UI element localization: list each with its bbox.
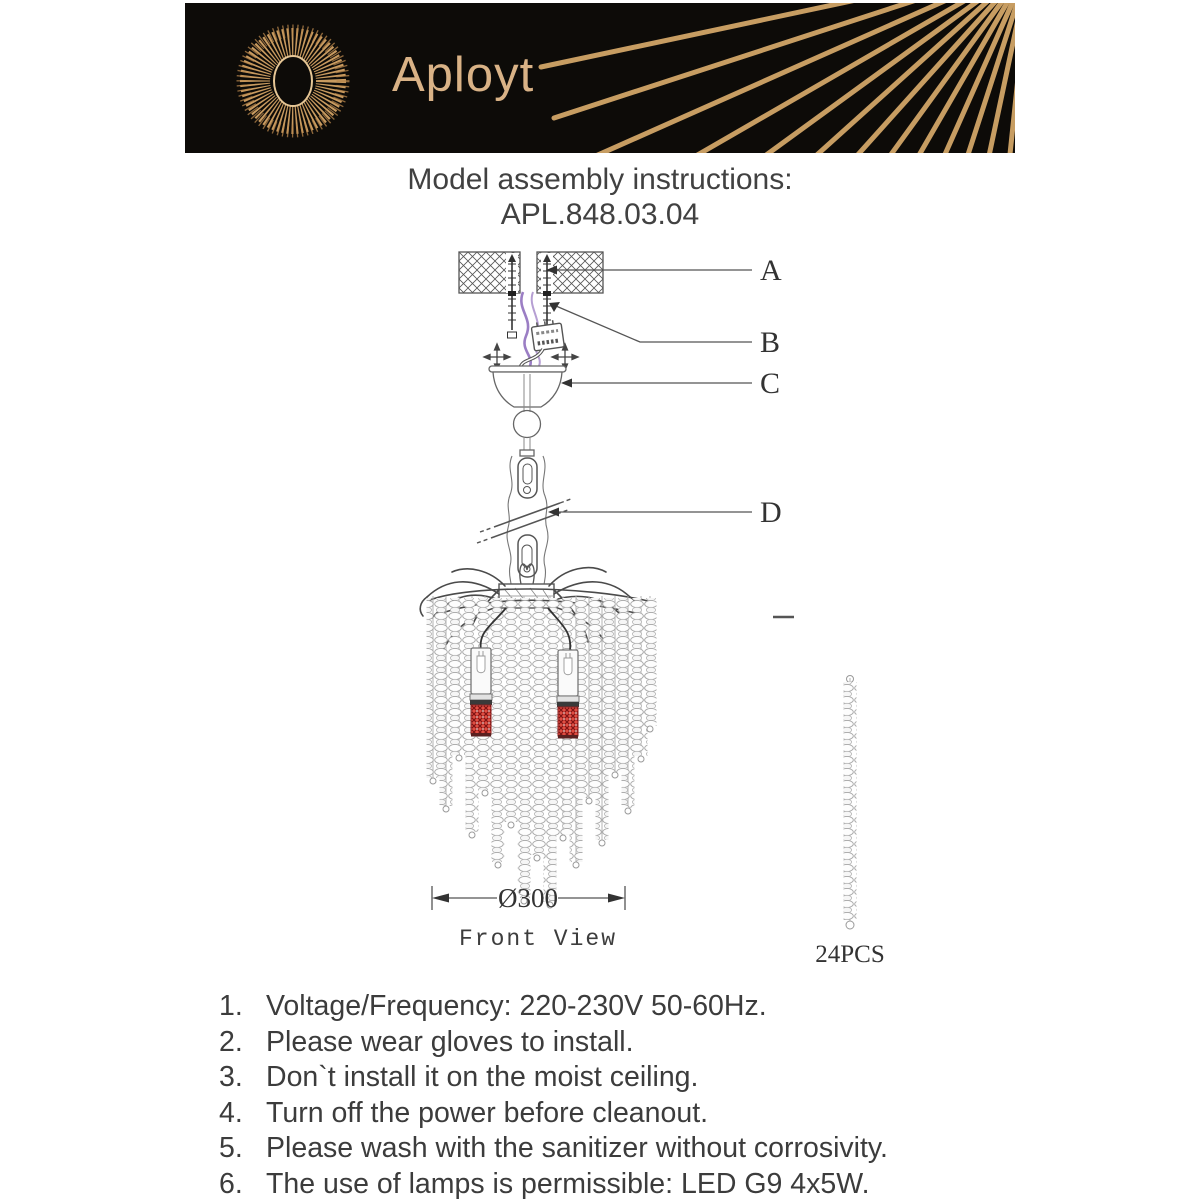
instruction-text: Don`t install it on the moist ceiling. bbox=[266, 1060, 698, 1096]
crystal-strands bbox=[427, 596, 657, 908]
instruction-number: 1. bbox=[219, 989, 266, 1025]
part-callouts bbox=[546, 254, 794, 617]
instruction-item bbox=[219, 1131, 1079, 1167]
instruction-item bbox=[219, 989, 1079, 1025]
ceiling-canopy bbox=[489, 366, 566, 456]
ceiling-section bbox=[459, 252, 603, 293]
instruction-text: The use of lamps is permissible: LED G9 4x5W. bbox=[266, 1167, 869, 1202]
instruction-number: 4. bbox=[219, 1096, 266, 1132]
strand-pack-count: 24PCS bbox=[815, 941, 884, 968]
suspension-chain bbox=[477, 456, 572, 589]
instruction-number: 6. bbox=[219, 1167, 266, 1202]
part-label-a: A bbox=[760, 254, 782, 287]
part-label-b: B bbox=[760, 326, 780, 359]
instruction-item bbox=[219, 1025, 1079, 1061]
spare-strand bbox=[844, 676, 857, 930]
instruction-item bbox=[219, 1096, 1079, 1132]
instruction-list bbox=[219, 989, 1079, 1202]
part-label-d: D bbox=[760, 496, 782, 529]
instruction-item bbox=[219, 1167, 1079, 1202]
heading-line-1: Model assembly instructions: bbox=[0, 162, 1200, 197]
instruction-number: 2. bbox=[219, 1025, 266, 1061]
brand-name: Aployt bbox=[392, 47, 534, 103]
dimension-value: Ø300 bbox=[498, 883, 558, 913]
part-label-c: C bbox=[760, 367, 780, 400]
heading-line-2-model-number: APL.848.03.04 bbox=[0, 197, 1200, 232]
instruction-text: Voltage/Frequency: 220-230V 50-60Hz. bbox=[266, 989, 767, 1025]
front-view-caption: Front View bbox=[459, 926, 617, 952]
instruction-number: 3. bbox=[219, 1060, 266, 1096]
dimension-line bbox=[432, 883, 625, 913]
instruction-text: Turn off the power before cleanout. bbox=[266, 1096, 708, 1132]
instruction-item bbox=[219, 1060, 1079, 1096]
instruction-text: Please wear gloves to install. bbox=[266, 1025, 634, 1061]
instruction-number: 5. bbox=[219, 1131, 266, 1167]
instruction-text: Please wash with the sanitizer without corrosivity. bbox=[266, 1131, 888, 1167]
